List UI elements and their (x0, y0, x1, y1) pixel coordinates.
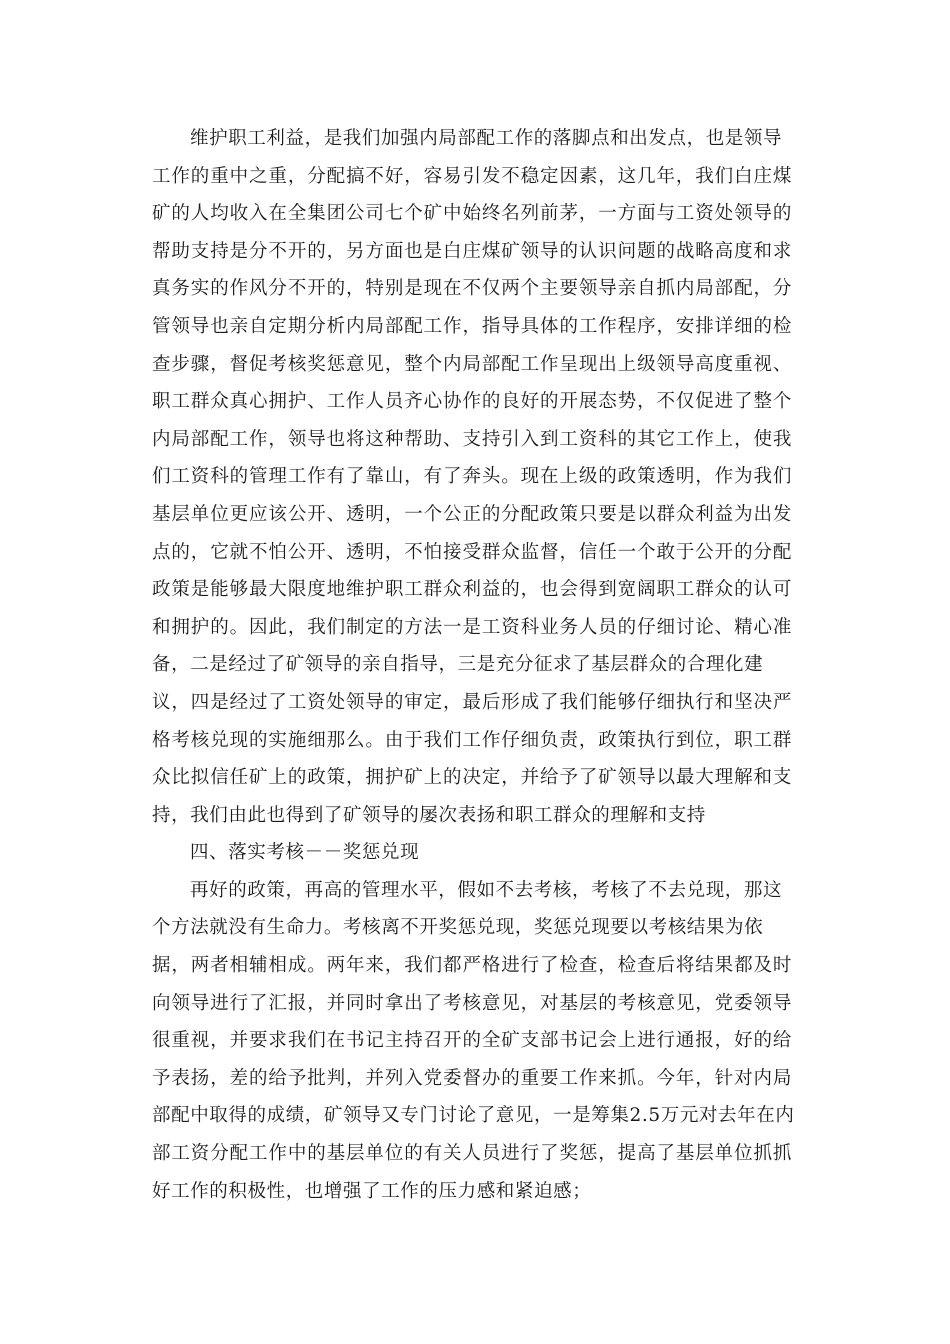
paragraph-line: 个方法就没有生命力。考核离不开奖惩兑现，奖惩兑现要以考核结果为依 (152, 917, 764, 939)
paragraph-line: 很重视，并要求我们在书记主持召开的全矿支部书记会上进行通报，好的给 (152, 1030, 792, 1052)
paragraph-line: 再好的政策，再高的管理水平，假如不去考核，考核了不去兑现，那这 (190, 879, 783, 901)
paragraph-line: 格考核兑现的实施细那么。由于我们工作仔细负责，政策执行到位，职工群 (152, 729, 792, 751)
paragraph-line: 议，四是经过了工资处领导的审定，最后形成了我们能够仔细执行和坚决严 (152, 691, 792, 713)
document-body (152, 120, 795, 1210)
paragraph-line: 维护职工利益，是我们加强内局部配工作的落脚点和出发点，也是领导 (190, 128, 783, 149)
paragraph-line: 部配中取得的成绩，矿领导又专门讨论了意见，一是筹集2.5万元对去年在内 (152, 1105, 795, 1127)
paragraph-line: 部工资分配工作中的基层单位的有关人员进行了奖惩，提高了基层单位抓抓 (152, 1143, 792, 1165)
paragraph-line: 据，两者相辅相成。两年来，我们都严格进行了检查，检查后将结果都及时 (152, 955, 792, 977)
paragraph-line: 矿的人均收入在全集团公司七个矿中始终名列前茅，一方面与工资处领导的 (152, 203, 792, 225)
paragraph-line: 帮助支持是分不开的，另方面也是白庄煤矿领导的认识问题的战略高度和求 (152, 240, 792, 262)
paragraph-line: 向领导进行了汇报，并同时拿出了考核意见，对基层的考核意见，党委领导 (152, 992, 792, 1014)
paragraph-line: 点的，它就不怕公开、透明，不怕接受群众监督，信任一个敢于公开的分配 (152, 541, 792, 563)
paragraph-line: 职工群众真心拥护、工作人员齐心协作的良好的开展态势，不仅促进了整个 (152, 391, 792, 413)
section-heading: 四、落实考核－－奖惩兑现 (190, 842, 420, 864)
paragraph-line: 好工作的积极性，也增强了工作的压力感和紧迫感； (152, 1180, 592, 1202)
paragraph-line: 查步骤，督促考核奖惩意见，整个内局部配工作呈现出上级领导高度重视、 (152, 353, 792, 375)
paragraph-line: 持，我们由此也得到了矿领导的屡次表扬和职工群众的理解和支持 (152, 804, 706, 826)
paragraph-line: 政策是能够最大限度地维护职工群众利益的，也会得到宽阔职工群众的认可 (152, 579, 792, 601)
paragraph-line: 和拥护的。因此，我们制定的方法一是工资科业务人员的仔细讨论、精心准 (152, 616, 792, 638)
paragraph-line: 管领导也亲自定期分析内局部配工作，指导具体的工作程序，安排详细的检 (152, 315, 792, 337)
paragraph-line: 基层单位更应该公开、透明，一个公正的分配政策只要是以群众利益为出发 (152, 503, 792, 525)
paragraph-line: 真务实的作风分不开的，特别是现在不仅两个主要领导亲自抓内局部配，分 (152, 278, 792, 300)
paragraph-line: 内局部配工作，领导也将这种帮助、支持引入到工资科的其它工作上，使我 (152, 428, 792, 450)
paragraph-line: 众比拟信任矿上的政策，拥护矿上的决定，并给予了矿领导以最大理解和支 (152, 767, 792, 789)
paragraph-line: 们工资科的管理工作有了靠山，有了奔头。现在上级的政策透明，作为我们 (152, 466, 792, 488)
paragraph-line: 予表扬，差的给予批判，并列入党委督办的重要工作来抓。今年，针对内局 (152, 1067, 792, 1089)
paragraph-line: 工作的重中之重，分配搞不好，容易引发不稳定因素，这几年，我们白庄煤 (152, 165, 792, 187)
paragraph-line: 备，二是经过了矿领导的亲自指导，三是充分征求了基层群众的合理化建 (152, 654, 764, 676)
